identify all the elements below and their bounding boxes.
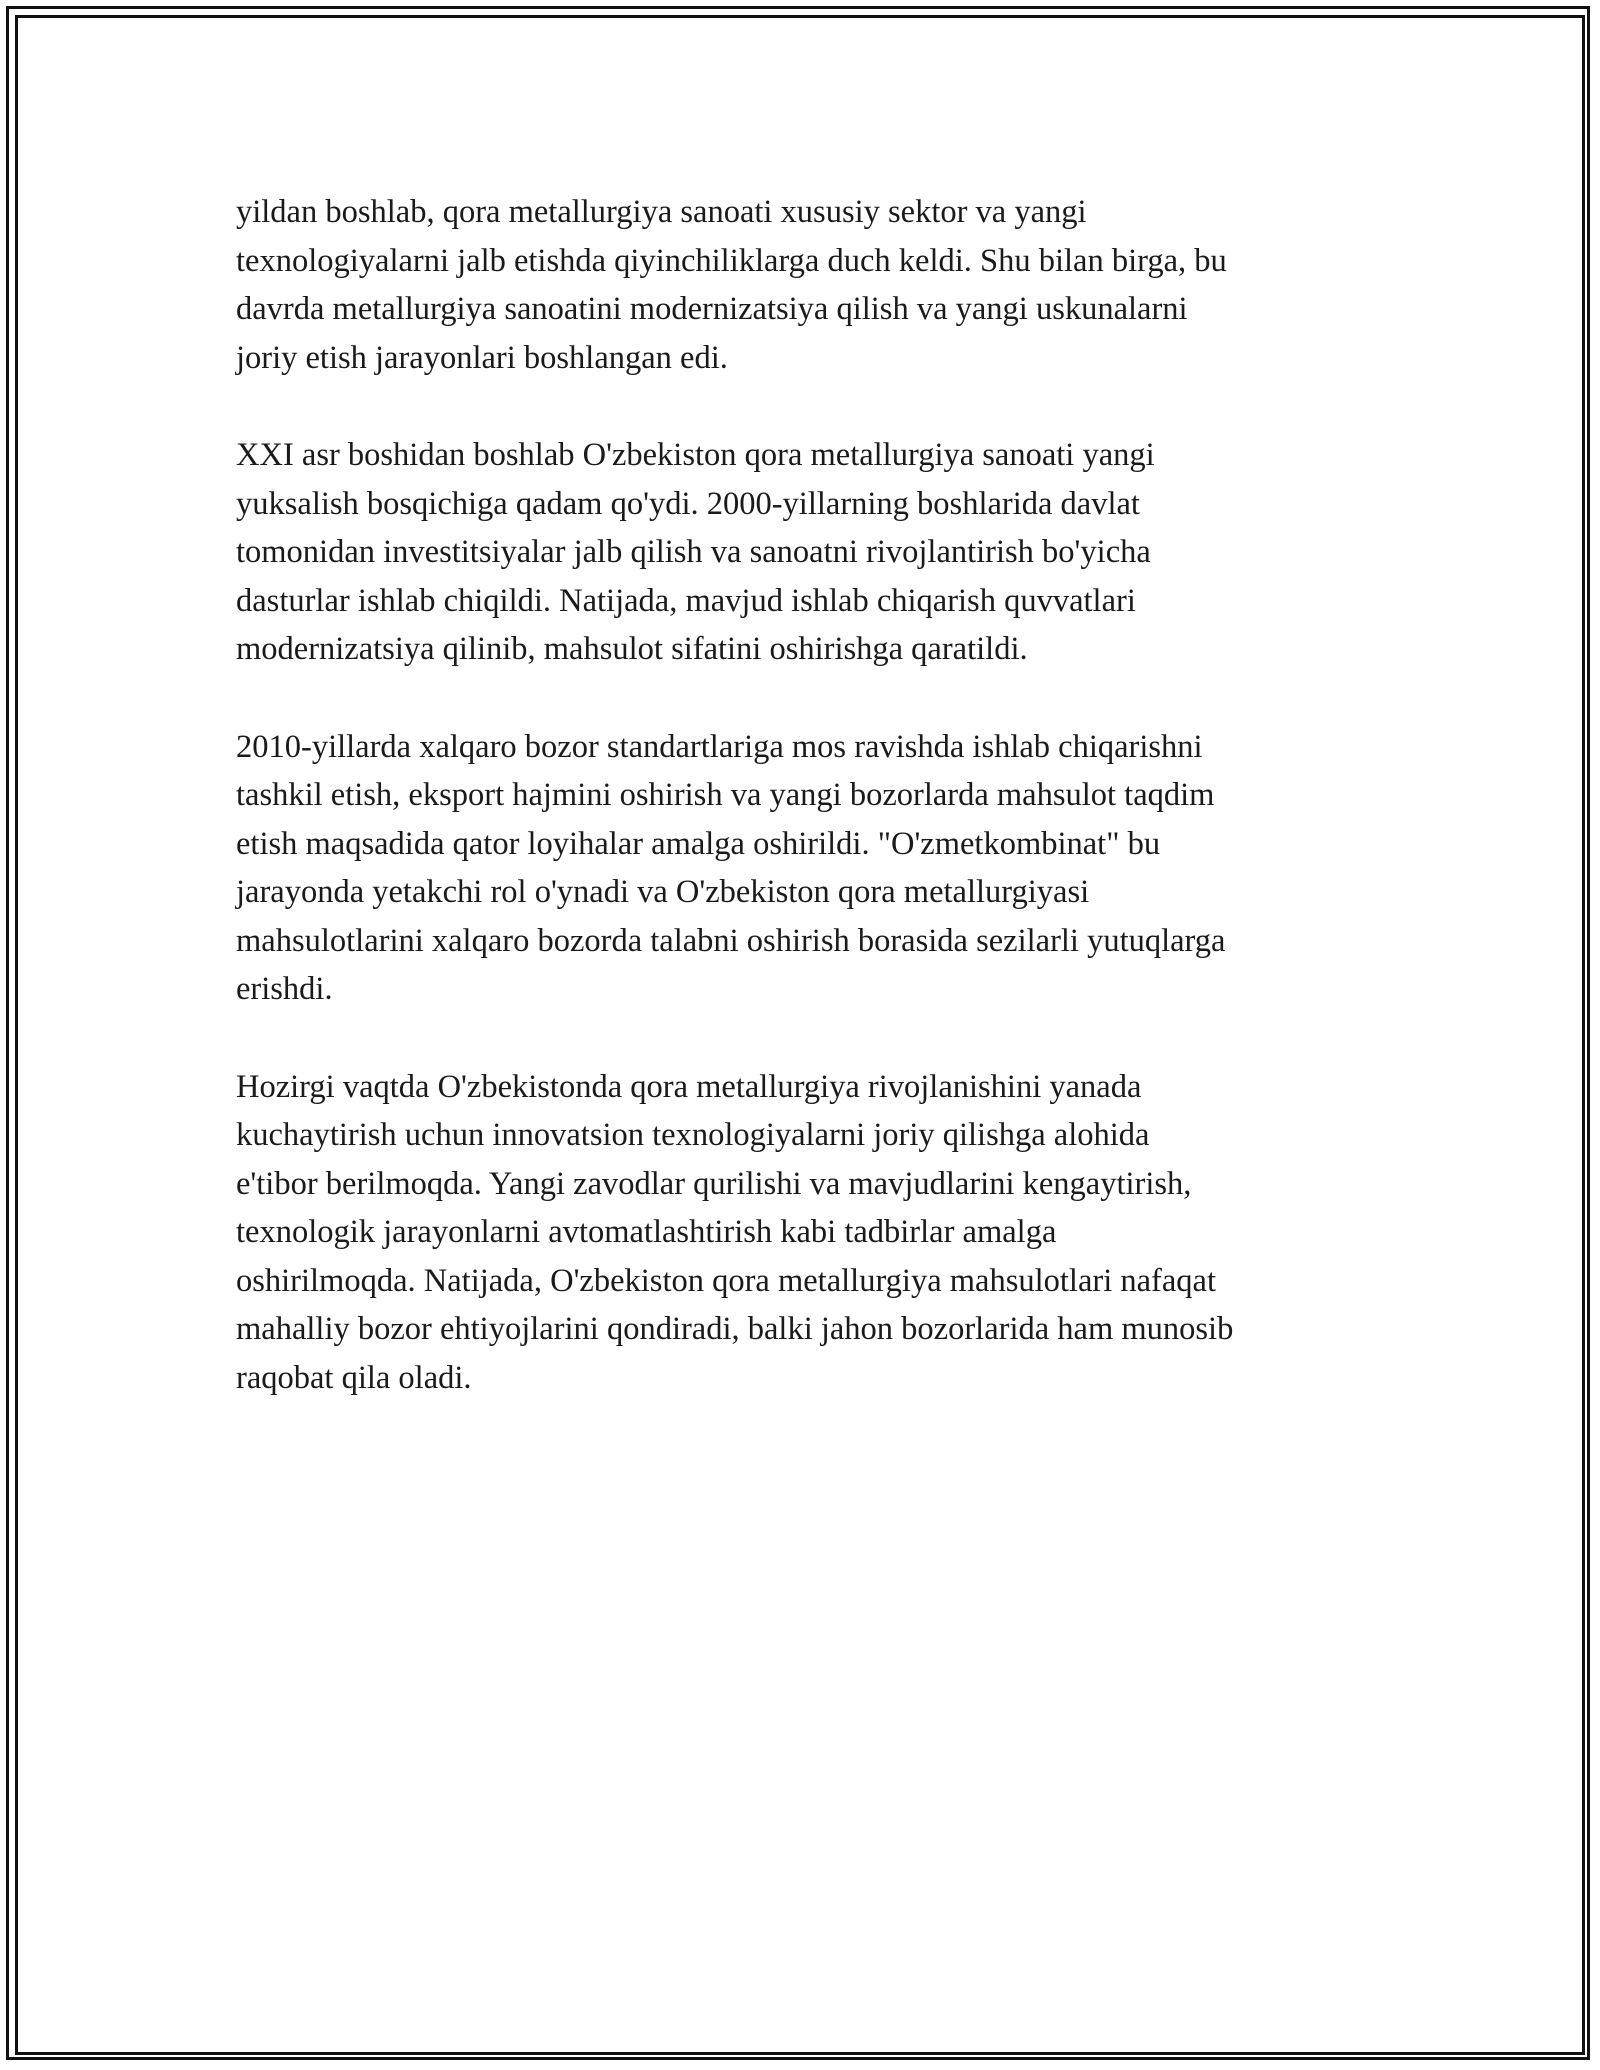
paragraph-4: Hozirgi vaqtda O'zbekistonda qora metallurgiya rivojlanishini yanada kuchaytirish uchun innovatsion texnologiyalarni joriy qilishga alohida e'tibor berilmoqda. Yangi zavodlar qurilishi va mavjudlarini kengaytirish, texnologik jarayonlarni avtomatlashtirish kabi tadbirlar amalga oshirilmoqda. Natijada, O'zbekiston qora metallurgiya mahsulotlari nafaqat mahalliy bozor ehtiyojlarini qondiradi, balki jahon bozorlarida ham munosib raqobat qila oladi. (236, 1068, 1234, 1396)
paragraph-1: yildan boshlab, qora metallurgiya sanoati xususiy sektor va yangi texnologiyalarni jalb etishda qiyinchiliklarga duch keldi. Shu bilan birga, bu davrda metallurgiya sanoatini modernizatsiya qilish va yangi uskunalarni joriy etish jarayonlari boshlangan edi. (236, 194, 1227, 376)
paragraph-2: XXI asr boshidan boshlab O'zbekiston qora metallurgiya sanoati yangi yuksalish bosqichiga qadam qo'ydi. 2000-yillarning boshlarida davlat tomonidan investitsiyalar jalb qilish va sanoatni rivojlantirish bo'yicha dasturlar ishlab chiqildi. Natijada, mavjud ishlab chiqarish quvvatlari modernizatsiya qilinib, mahsulot sifatini oshirishga qaratildi. (236, 437, 1155, 667)
document-body (236, 188, 1376, 1451)
paragraph-3: 2010-yillarda xalqaro bozor standartlariga mos ravishda ishlab chiqarishni tashkil etish, eksport hajmini oshirish va yangi bozorlarda mahsulot taqdim etish maqsadida qator loyihalar amalga oshirildi. "O'zmetkombinat" bu jarayonda yetakchi rol o'ynadi va O'zbekiston qora metallurgiyasi mahsulotlarini xalqaro bozorda talabni oshirish borasida sezilarli yutuqlarga erishdi. (236, 728, 1226, 1007)
